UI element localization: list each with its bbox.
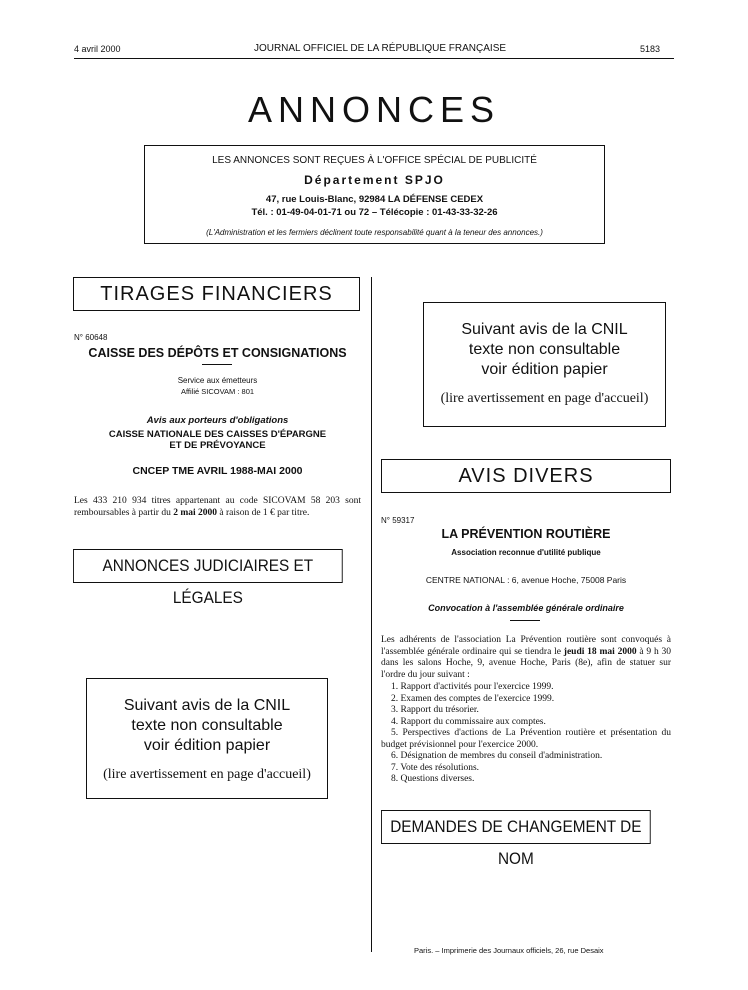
notice-service: Service aux émetteurs — [177, 376, 258, 385]
journal-title: JOURNAL OFFICIEL DE LA RÉPUBLIQUE FRANÇAISE — [253, 43, 507, 54]
info-department: Département SPJO — [304, 173, 445, 187]
agenda-item: 7. Vote des résolutions. — [391, 762, 480, 773]
cnil-left-note: (lire avertissement en page d'accueil) — [103, 767, 311, 782]
cnil-box-right — [423, 302, 666, 427]
agenda-item: 8. Questions diverses. — [391, 774, 475, 784]
section-heading-changement-de-nom: DEMANDES DE CHANGEMENT DE NOM — [381, 810, 651, 844]
notice-caisse-line1: CAISSE NATIONALE DES CAISSES D'ÉPARGNE — [108, 429, 327, 440]
notice-caisse-line2: ET DE PRÉVOYANCE — [169, 440, 266, 451]
agenda-item: 1. Rapport d'activités pour l'exercice 1999. — [391, 682, 554, 692]
header-date: 4 avril 2000 — [74, 44, 121, 54]
header-rule — [74, 58, 674, 59]
section-heading-tirages-financiers: TIRAGES FINANCIERS — [73, 277, 360, 311]
notice-title-cdc: CAISSE DES DÉPÔTS ET CONSIGNATIONS — [88, 346, 347, 360]
notice-body-prevention — [381, 635, 671, 681]
info-box — [144, 145, 605, 244]
cnil-left-line1: Suivant avis de la CNIL — [123, 697, 291, 714]
info-address: 47, rue Louis-Blanc, 92984 LA DÉFENSE CEDEX — [265, 194, 484, 205]
agenda-list — [381, 682, 671, 786]
notice-body-cdc — [74, 495, 361, 519]
info-line1: LES ANNONCES SONT REÇUES À L'OFFICE SPÉCIAL DE PUBLICITÉ — [212, 155, 537, 166]
agenda-item: 5. Perspectives d'actions de La Prévention routière et présentation du budget prévisionnel pour l'exercice 2000. — [381, 728, 671, 750]
cnil-right-line2: texte non consultable — [468, 341, 621, 358]
imprint-footer: Paris. – Imprimerie des Journaux officiels, 26, rue Desaix — [414, 946, 604, 955]
notice-convocation: Convocation à l'assemblée générale ordinaire — [428, 603, 624, 613]
cnil-box-left — [86, 678, 328, 799]
column-divider — [371, 277, 372, 952]
agenda-item: 4. Rapport du commissaire aux comptes. — [391, 716, 546, 727]
notice-subtitle-prevention: Association reconnue d'utilité publique — [451, 548, 601, 557]
notice-number-60648: N° 60648 — [74, 333, 108, 342]
notice-affiliate: Affilié SICOVAM : 801 — [180, 387, 255, 396]
info-phone: Tél. : 01-49-04-01-71 ou 72 – Télécopie : 01-43-33-32-26 — [251, 207, 498, 218]
notice-body-cdc-part2: à raison de 1 € par titre. — [219, 508, 310, 518]
section-heading-annonces-judiciaires: ANNONCES JUDICIAIRES ET LÉGALES — [73, 549, 343, 583]
page-title: ANNONCES — [247, 89, 501, 130]
cnil-right-line3: voir édition papier — [481, 361, 608, 378]
notice-body-prevention-part1: Les adhérents de l'association La Prévention routière sont convoqués à l'assemblée générale ordinaire qui se tiendra le — [381, 635, 671, 657]
convocation-underline — [510, 620, 540, 621]
cnil-right-note: (lire avertissement en page d'accueil) — [440, 391, 649, 406]
cnil-left-line2: texte non consultable — [131, 717, 283, 734]
notice-body-prevention-date: jeudi 18 mai 2000 — [563, 646, 637, 657]
notice-body-cdc-date: 2 mai 2000 — [173, 508, 218, 518]
page-number: 5183 — [640, 44, 661, 54]
cnil-right-line1: Suivant avis de la CNIL — [461, 321, 628, 338]
cnil-left-line3: voir édition papier — [143, 737, 271, 754]
notice-number-59317: N° 59317 — [381, 516, 415, 525]
notice-centre: CENTRE NATIONAL : 6, avenue Hoche, 75008 Paris — [425, 575, 627, 585]
notice-avis-porteurs: Avis aux porteurs d'obligations — [146, 415, 289, 426]
section-heading-avis-divers: AVIS DIVERS — [381, 459, 671, 493]
agenda-item: 6. Désignation de membres du conseil d'administration. — [391, 751, 603, 761]
title-underline-cdc — [202, 364, 232, 365]
notice-body-prevention-part2: à 9 h 30 dans les salons Hoche, 9, avenue Hoche, Paris (8e), afin de statuer sur l'ordre du jour suivant : — [381, 646, 672, 680]
info-disclaimer: (L'Administration et les fermiers déclinent toute responsabilité quant à la teneur des annonces.) — [206, 228, 543, 237]
notice-title-prevention: LA PRÉVENTION ROUTIÈRE — [441, 527, 611, 541]
notice-body-cdc-part1: Les 433 210 934 titres appartenant au code SICOVAM 58 203 sont remboursables à partir du — [74, 496, 361, 518]
agenda-item: 2. Examen des comptes de l'exercice 1999. — [391, 693, 555, 704]
notice-cncep: CNCEP TME AVRIL 1988-MAI 2000 — [132, 465, 303, 477]
agenda-item: 3. Rapport du trésorier. — [391, 705, 479, 715]
